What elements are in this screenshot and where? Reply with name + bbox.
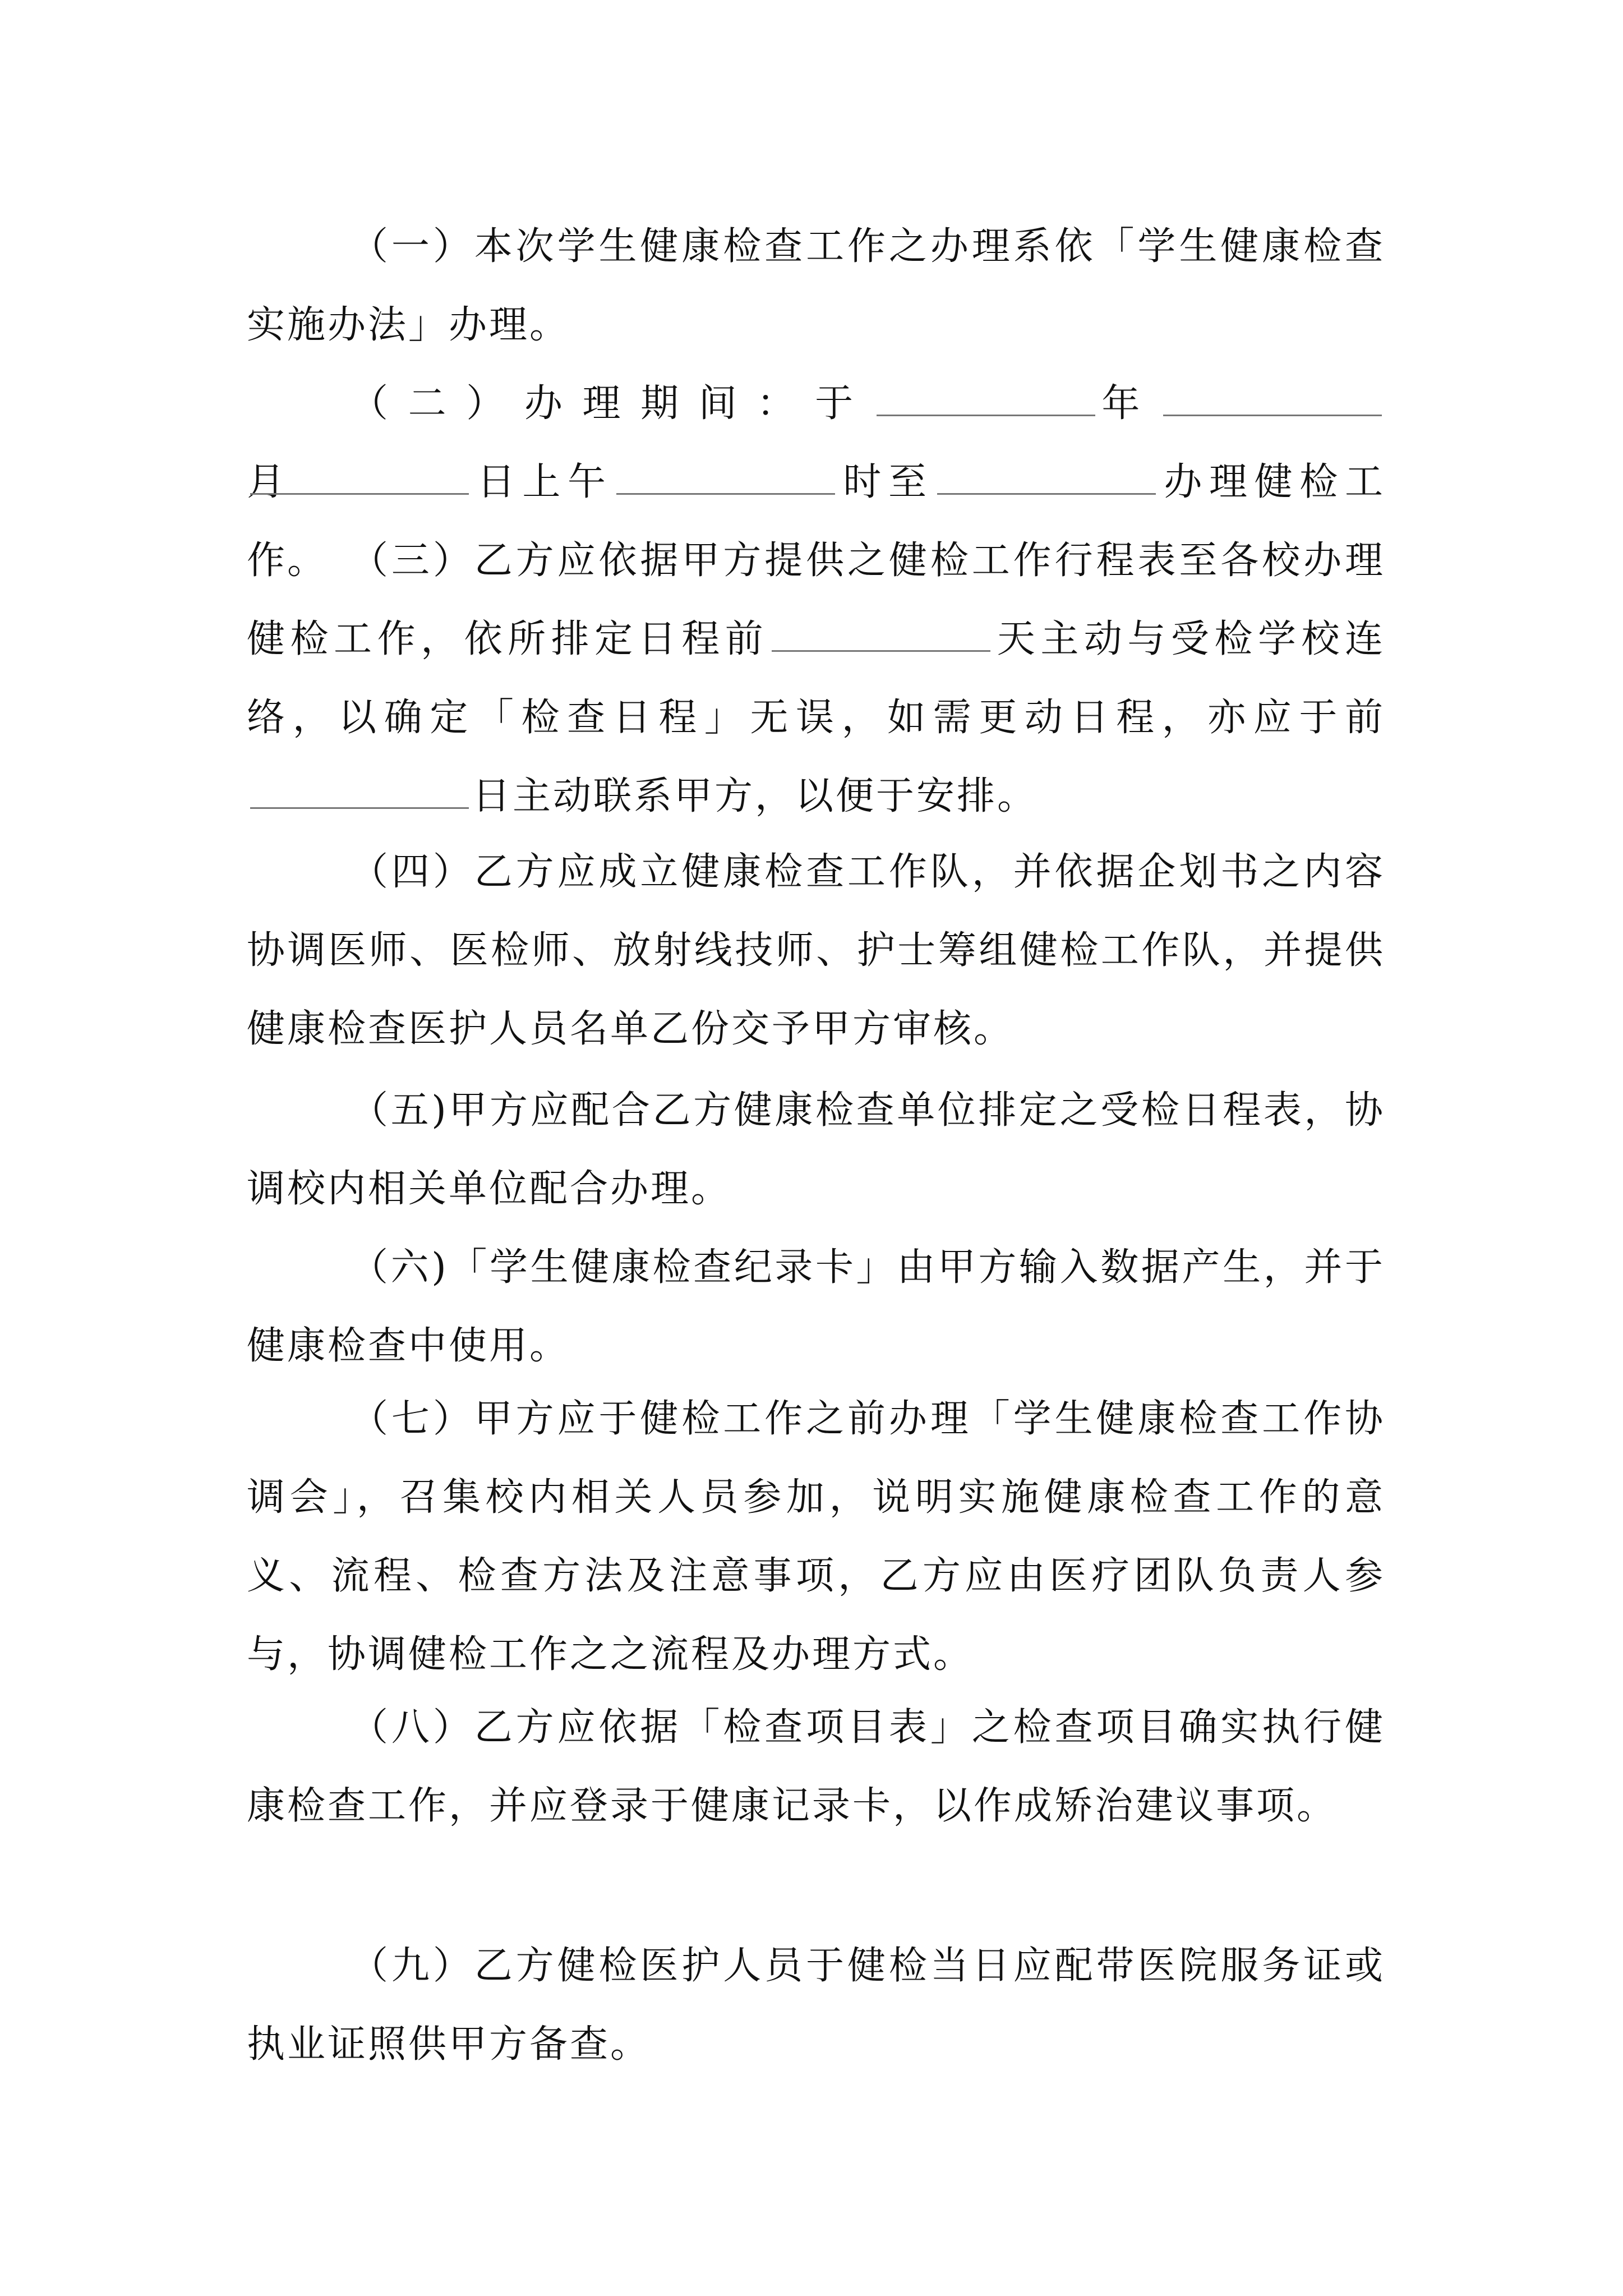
paragraph-6: [247, 1228, 1385, 1386]
blank-year: [877, 382, 1095, 416]
paragraph-3-part-1: （三）乙方应依据甲方提供之健检工作行程表至各校办理健检工作，依所排定日程前: [247, 539, 1385, 661]
paragraph-5: [247, 1071, 1385, 1228]
blank-end-time: [937, 461, 1156, 495]
blank-day: [250, 461, 469, 495]
paragraph-1: [247, 208, 1385, 365]
blank-hour: [616, 461, 835, 495]
paragraph-5-text: （五)甲方应配合乙方健康检查单位排定之受检日程表，协调校内相关单位配合办理。: [247, 1088, 1385, 1211]
paragraph-7-text: （七）甲方应于健检工作之前办理「学生健康检查工作协调会」，召集校内相关人员参加，说明实施健康检查工作的意义、流程、检查方法及注意事项，乙方应由医疗团队负责人参与，协调健检工作之之流程及办理方式。: [247, 1397, 1385, 1677]
paragraph-8: [247, 1688, 1385, 1846]
paragraph-2-to: 时至: [838, 460, 934, 504]
paragraph-9-text: （九）乙方健检医护人员于健检当日应配带医院服务证或执业证照供甲方备查。: [247, 1944, 1385, 2067]
paragraph-8-text: （八）乙方应依据「检查项目表」之检查项目确实执行健康检查工作，并应登录于健康记录卡，以作成矫治建议事项。: [247, 1705, 1385, 1828]
paragraph-2-month: 月: [247, 460, 288, 504]
paragraph-3: [247, 522, 1385, 836]
paragraph-3-part-3: 日主动联系甲方，以便于安排。: [472, 774, 1038, 818]
paragraph-2-lead: （二）办理期间：于: [350, 381, 873, 426]
paragraph-4-text: （四）乙方应成立健康检查工作队，并依据企划书之内容协调医师、医检师、放射线技师、护士筹组健检工作队，并提供健康检查医护人员名单乙份交予甲方审核。: [247, 850, 1385, 1051]
paragraph-2-morning: 日上午: [472, 460, 613, 504]
paragraph-3-part-2: 天主动与受检学校连络，以确定「检查日程」无误，如需更动日程，亦应于前: [247, 617, 1385, 740]
blank-month: [1163, 382, 1382, 416]
paragraph-1-text: （一）本次学生健康检查工作之办理系依「学生健康检查实施办法」办理。: [247, 224, 1385, 347]
paragraph-2-end: 办理健检工作。: [247, 460, 1385, 583]
blank-days-before: [772, 618, 990, 652]
paragraph-4: [247, 833, 1385, 1069]
paragraph-6-text: （六)「学生健康检查纪录卡」由甲方输入数据产生，并于健康检查中使用。: [247, 1245, 1385, 1368]
paragraph-7: [247, 1380, 1385, 1694]
blank-days-notice: [250, 775, 469, 809]
paragraph-2-year: 年: [1098, 381, 1160, 426]
paragraph-9: [247, 1927, 1385, 2084]
